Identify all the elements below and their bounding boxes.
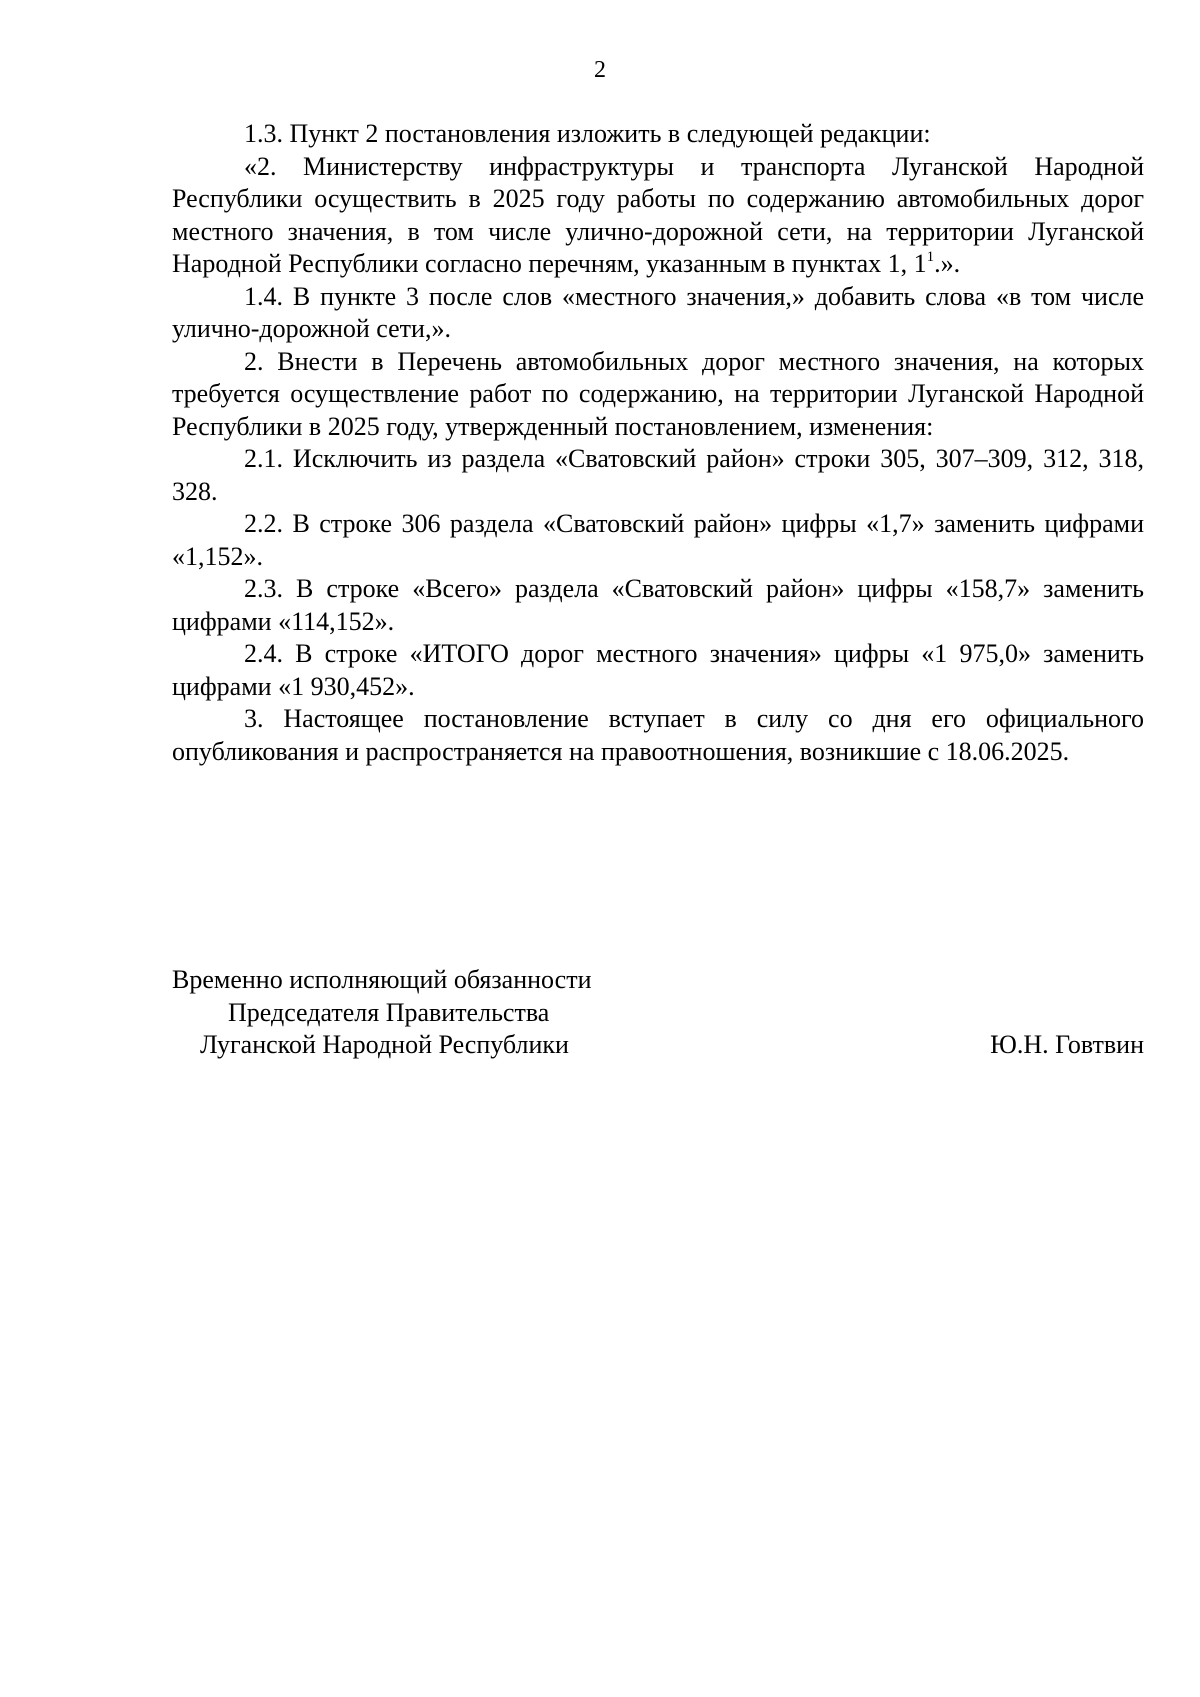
paragraph-3: [172, 703, 1144, 768]
signatory-name: Ю.Н. Говтвин: [990, 1030, 1144, 1059]
paragraph-2-4: [172, 638, 1144, 703]
paragraph-text: «2. Министерству инфраструктуры и транспорта Луганской Народной Республики осуществить в 2025 году работы по содержанию автомобильных дорог местного значения, в том числе улично-дорожной сети, на территории Луганской Народной Республики согласно перечням, указанным в пунктах 1, 1: [172, 151, 1144, 278]
paragraph-2-2: [172, 508, 1144, 573]
paragraph-text: 3. Настоящее постановление вступает в силу со дня его официального опубликования и распространяется на правоотношения, возникшие с 18.06.2025.: [172, 704, 1144, 766]
paragraph-text: 2.3. В строке «Всего» раздела «Сватовский район» цифры «158,7» заменить цифрами «114,152».: [172, 574, 1144, 636]
signatory-title-line-2: Председателя Правительства: [228, 997, 550, 1027]
document-body: [172, 118, 1144, 768]
paragraph-text: 1.4. В пункте 3 после слов «местного значения,» добавить слова «в том числе улично-дорожной сети,».: [172, 281, 1144, 343]
page-number: 2: [594, 57, 606, 83]
paragraph-text: 1.3. Пункт 2 постановления изложить в следующей редакции:: [244, 119, 931, 148]
paragraph-1-3: [172, 118, 1144, 151]
paragraph-2: [172, 346, 1144, 444]
paragraph-quoted-item-2: [172, 151, 1144, 281]
paragraph-text: 2.4. В строке «ИТОГО дорог местного значения» цифры «1 975,0» заменить цифрами «1 930,452».: [172, 639, 1144, 701]
paragraph-1-4: [172, 281, 1144, 346]
paragraph-2-1: [172, 443, 1144, 508]
signatory-title-line-3: Луганской Народной Республики: [200, 1030, 569, 1059]
paragraph-text: 2.2. В строке 306 раздела «Сватовский район» цифры «1,7» заменить цифрами «1,152».: [172, 509, 1144, 571]
signature-block: [172, 964, 1144, 1062]
paragraph-2-3: [172, 573, 1144, 638]
paragraph-text-end: .».: [934, 249, 961, 278]
signatory-title-line-1: Временно исполняющий обязанности: [172, 965, 592, 994]
superscript: 1: [926, 249, 935, 265]
paragraph-text: 2.1. Исключить из раздела «Сватовский район» строки 305, 307–309, 312, 318, 328.: [172, 444, 1144, 506]
paragraph-text: 2. Внести в Перечень автомобильных дорог местного значения, на которых требуется осуществление работ по содержанию, на территории Луганской Народной Республики в 2025 году, утвержденный постановлением, изменения:: [172, 346, 1144, 441]
